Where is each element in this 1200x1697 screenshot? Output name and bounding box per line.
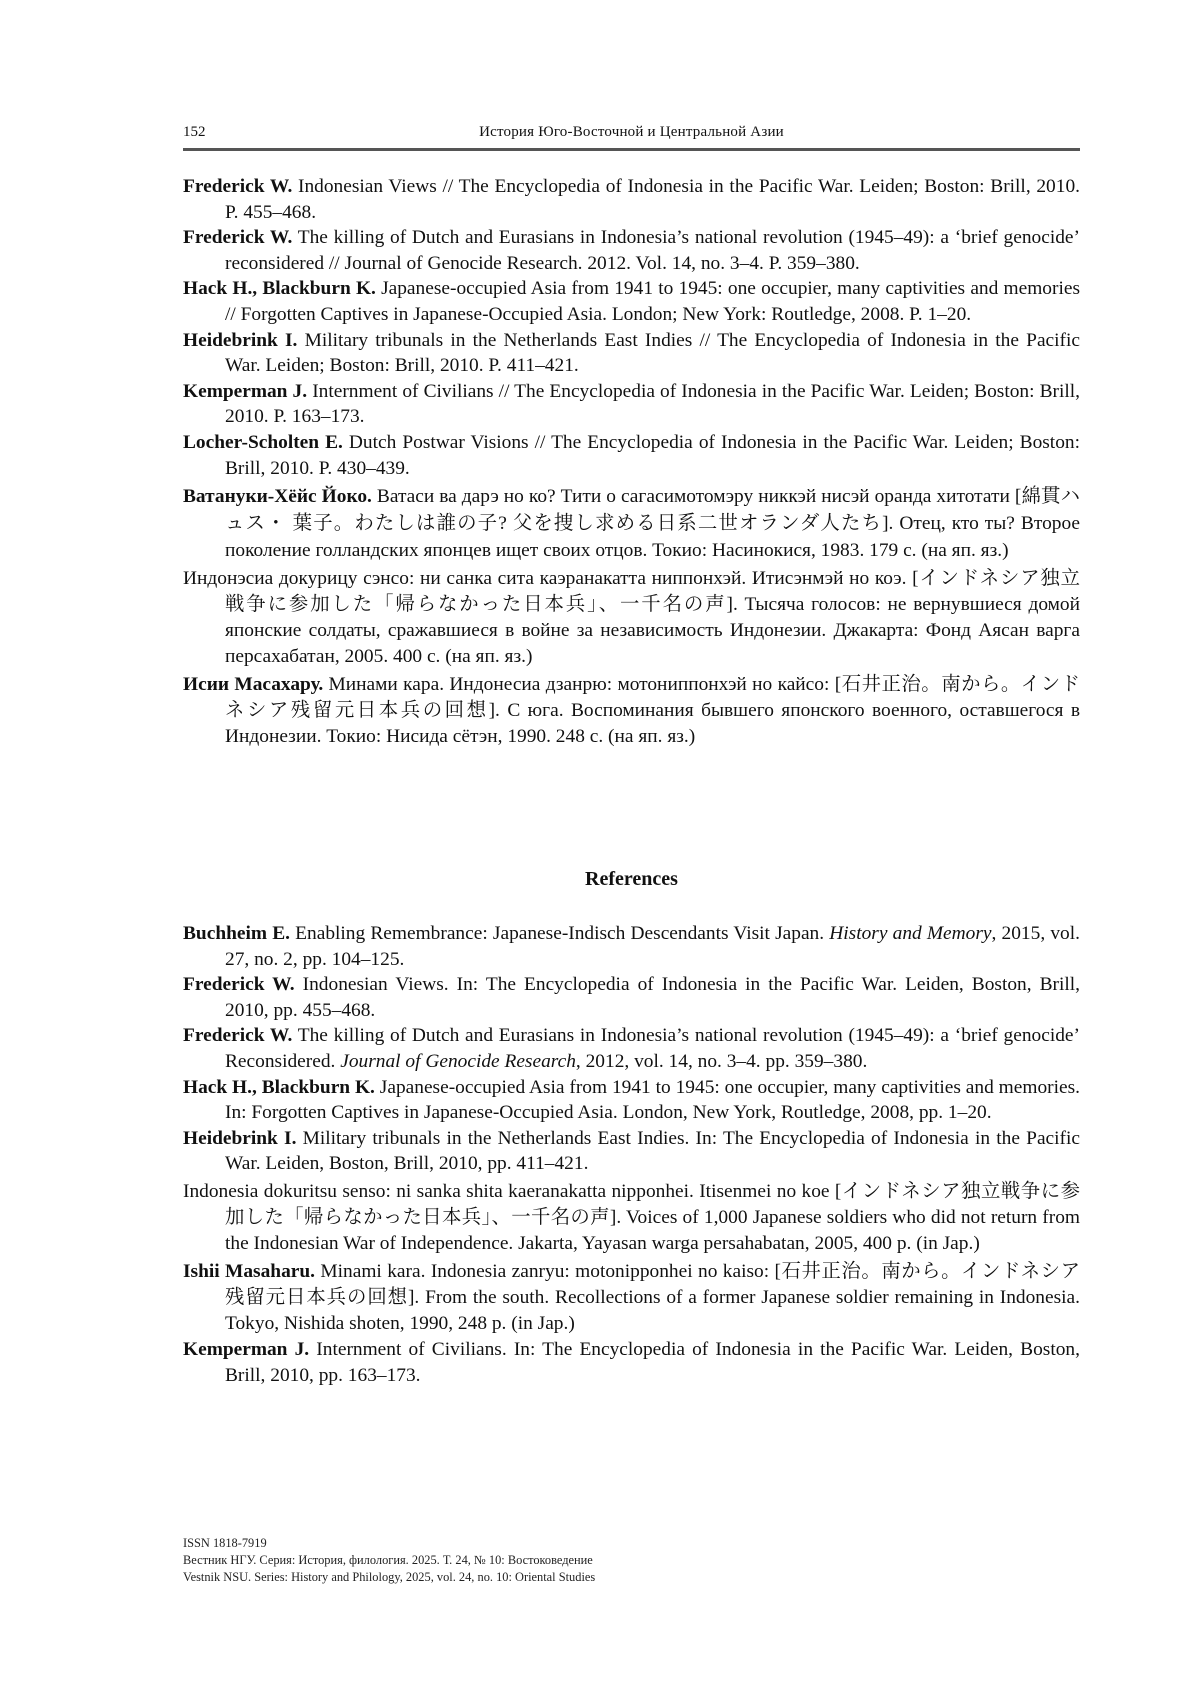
reference-author: Buchheim E. [183, 923, 290, 944]
reference-text: Japanese-occupied Asia from 1941 to 1945: one occupier, many captivities and memories // Forgotten Captives in Japanese-Occupied Asia. London; New York: Routledge, 2008. P. 1–20. [225, 278, 1080, 325]
footer-citation-ru: Вестник НГУ. Серия: История, филология. 2025. Т. 24, № 10: Востоковедение [183, 1553, 593, 1567]
reference-text: Japanese-occupied Asia from 1941 to 1945: one occupier, many captivities and memories. In: Forgotten Captives in Japanese-Occupied Asia. London, New York, Routledge, 2008, pp. 1–20. [225, 1076, 1080, 1124]
reference-author: Ishii Masaharu. [183, 1260, 316, 1282]
journal-section-title: История Юго-Восточной и Центральной Азии [479, 124, 784, 140]
reference-entry [183, 225, 1080, 276]
reference-text: Ватаси ва дарэ но ко? Тити о сагасимотомэру никкэй нисэй оранда хитотати [綿貫ハュス・ 葉子。わたしは誰の子? 父を捜し求める日系二世オランダ人たち]. Отец, кто ты? Второе поколение голландских японцев ищет своих отцов. Токио: Насинокися, 1983. 179 с. (на яп. яз.) [225, 486, 1080, 562]
footer-issn: ISSN 1818-7919 [183, 1536, 267, 1550]
reference-entry [183, 672, 1080, 750]
footer-citation-en: Vestnik NSU. Series: History and Philology, 2025, vol. 24, no. 10: Oriental Studies [183, 1570, 596, 1584]
reference-author: Locher-Scholten E. [183, 431, 343, 453]
reference-entry [183, 483, 1080, 564]
reference-author: Kemperman J. [183, 380, 308, 402]
reference-entry [183, 921, 1080, 972]
reference-entry [183, 1075, 1080, 1126]
reference-author: Heidebrink I. [183, 329, 298, 351]
reference-entry [183, 174, 1080, 225]
reference-author: Hack H., Blackburn K. [183, 278, 376, 300]
reference-author: Frederick W. [183, 176, 293, 197]
reference-text: Indonesia dokuritsu senso: ni sanka shita kaeranakatta nipponhei. Itisenmei no koe [インドネシア独立戦争に参加した「帰らなかった日本兵」、一千名の声]. Voices of 1,000 Japanese soldiers who did not return from the Indonesian War of Independence. Jakarta, Yayasan warga persahabatan, 2005, 400 p. (in Jap.) [183, 1180, 1080, 1254]
reference-author: Hack H., Blackburn K. [183, 1076, 375, 1098]
reference-entry [183, 1023, 1080, 1074]
reference-author: Frederick W. [183, 1025, 293, 1047]
reference-text: Minami kara. Indonesia zanryu: motonipponhei no kaiso: [石井正治。南から。インドネシア残留元日本兵の回想]. From the south. Recollections of a former Japanese soldier remaining in Indonesia. Tokyo, Nishida shoten, 1990, 248 p. (in Jap.) [225, 1260, 1080, 1334]
reference-text: The killing of Dutch and Eurasians in Indonesia’s national revolution (1945–49): a ‘brief genocide’ reconsidered // Journal of Genocide Research. 2012. Vol. 14, no. 3–4. P. 359–380. [225, 227, 1080, 274]
reference-author: Kemperman J. [183, 1338, 310, 1360]
reference-text-tail: , 2012, vol. 14, no. 3–4. pp. 359–380. [575, 1050, 868, 1072]
reference-author: Frederick W. [183, 227, 293, 249]
reference-entry [183, 328, 1080, 379]
reference-text: Military tribunals in the Netherlands East Indies // The Encyclopedia of Indonesia in the Pacific War. Leiden; Boston: Brill, 2010. P. 411–421. [225, 329, 1080, 377]
reference-journal: Journal of Genocide Research [340, 1050, 576, 1072]
journal-footer [183, 1535, 595, 1586]
reference-text: Enabling Remembrance: Japanese-Indisch Descendants Visit Japan. [290, 923, 830, 944]
reference-entry [183, 566, 1080, 670]
reference-text: Internment of Civilians // The Encyclopedia of Indonesia in the Pacific War. Leiden; Boston: Brill, 2010. P. 163–173. [225, 380, 1080, 428]
reference-entry [183, 430, 1080, 481]
reference-text-tail: , 2015, vol. 27, no. 2, pp. 104–125. [225, 923, 1080, 970]
reference-entry [183, 972, 1080, 1023]
reference-entry [183, 379, 1080, 430]
reference-text: Indonesian Views // The Encyclopedia of Indonesia in the Pacific War. Leiden; Boston: Brill, 2010. P. 455–468. [225, 176, 1080, 223]
running-header [183, 122, 1080, 151]
reference-text: Dutch Postwar Visions // The Encyclopedia of Indonesia in the Pacific War. Leiden; Boston: Brill, 2010. P. 430–439. [225, 431, 1080, 479]
reference-text: Минами кара. Индонесиа дзанрю: мотониппонхэй но кайсо: [石井正治。南から。インドネシア残留元日本兵の回想]. С юга. Воспоминания бывшего японского военного, оставшегося в Индонезии. Токио: Нисида сётэн, 1990. 248 с. (на яп. яз.) [225, 674, 1080, 748]
reference-text: Internment of Civilians. In: The Encyclopedia of Indonesia in the Pacific War. Leiden, Boston, Brill, 2010, pp. 163–173. [225, 1338, 1080, 1386]
references-heading: References [585, 868, 678, 890]
reference-entry [183, 1179, 1080, 1257]
reference-text: The killing of Dutch and Eurasians in Indonesia’s national revolution (1945–49): a ‘brief genocide’ Reconsidered. [225, 1025, 1080, 1072]
reference-journal: History and Memory [829, 923, 992, 944]
reference-entry [183, 1337, 1080, 1388]
reference-author: Heidebrink I. [183, 1127, 297, 1149]
reference-author: Frederick W. [183, 974, 295, 996]
english-reference-list [183, 921, 1080, 1388]
page-number: 152 [183, 124, 206, 140]
reference-text: Индонэсиа докурицу сэнсо: ни санка сита каэранакатта ниппонхэй. Итисэнмэй но коэ. [インドネシア独立戦争に参加した「帰らなかった日本兵」、一千名の声]. Тысяча голосов: не вернувшиеся домой японские солдаты, сражавшиеся в войне за независимость Индонезии. Джакарта: Фонд Аясан варга персахабатан, 2005. 400 с. (на яп. яз.) [183, 568, 1080, 668]
reference-entry [183, 276, 1080, 327]
reference-author: Ватануки-Хёйс Йоко. [183, 486, 372, 508]
reference-text: Military tribunals in the Netherlands East Indies. In: The Encyclopedia of Indonesia in the Pacific War. Leiden, Boston, Brill, 2010, pp. 411–421. [225, 1127, 1081, 1175]
reference-entry [183, 1126, 1080, 1177]
russian-reference-list [183, 174, 1080, 750]
reference-text: Indonesian Views. In: The Encyclopedia of Indonesia in the Pacific War. Leiden, Boston, Brill, 2010, pp. 455–468. [225, 974, 1081, 1021]
reference-author: Исии Масахару. [183, 674, 324, 696]
reference-entry [183, 1259, 1080, 1337]
